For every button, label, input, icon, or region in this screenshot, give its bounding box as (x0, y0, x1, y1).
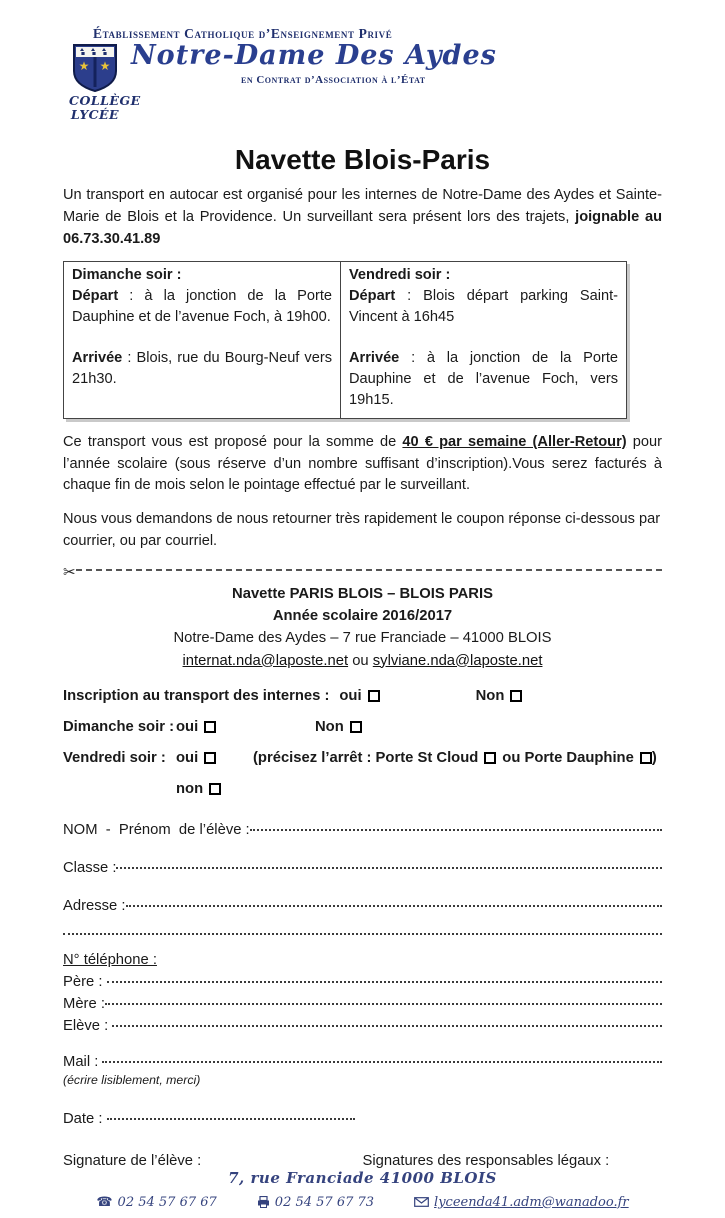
friday-arrivee-text: : à la jonction de la Porte Dauphine et de l’avenue Foch, vers 19h15. (349, 350, 618, 409)
coupon-address: Notre-Dame des Aydes – 7 rue Franciade – 41000 BLOIS (173, 630, 552, 647)
coupon-title: Navette PARIS BLOIS – BLOIS PARIS (232, 586, 493, 603)
option-sunday-row (63, 719, 662, 735)
friday-oui-label: oui (176, 749, 199, 766)
scissors-icon: ✂ (63, 564, 76, 582)
friday-precision-middle: ou Porte Dauphine (502, 749, 634, 766)
sunday-arrivee-text: : Blois, rue du Bourg-Neuf vers 21h30. (72, 350, 332, 388)
mail-icon (414, 1197, 429, 1207)
friday-heading: Vendredi soir : (349, 266, 451, 283)
guardians-signature-label: Signatures des responsables légaux : (362, 1152, 610, 1169)
phone-icon: ☎ (96, 1194, 113, 1210)
footer-fax-item (257, 1195, 374, 1210)
coupon-header (63, 583, 662, 672)
friday-precision-close: ) (651, 749, 657, 766)
inscription-non-label: Non (475, 687, 505, 704)
name-field-row (63, 822, 662, 838)
price-paragraph (63, 432, 662, 498)
dashed-rule (76, 569, 662, 571)
establishment-type: Établissement Catholique d’Enseignement Privé (93, 26, 393, 41)
sunday-oui-checkbox[interactable] (204, 721, 216, 733)
friday-st-cloud-checkbox[interactable] (484, 752, 496, 764)
phone-section-heading: N° téléphone : (63, 951, 157, 968)
address-label: Adresse : (63, 897, 126, 914)
student-signature-label: Signature de l’élève : (63, 1152, 202, 1169)
address-input-line[interactable] (126, 905, 662, 907)
footer-contacts (63, 1195, 662, 1210)
friday-depart-text: : Blois départ parking Saint-Vincent à 16h45 (349, 287, 618, 325)
fax-icon (257, 1196, 270, 1208)
intro-text: Un transport en autocar est organisé pour les internes de Notre-Dame des Aydes et Sainte-Marie de Blois et la Providence. Un surveillant sera présent lors des trajets, (63, 187, 662, 225)
intro-paragraph (63, 185, 662, 251)
cut-line (63, 563, 662, 581)
class-input-line[interactable] (116, 867, 662, 869)
college-label: COLLÈGE (69, 93, 141, 108)
lycee-label: LYCÉE (70, 107, 120, 123)
options-section (63, 688, 662, 797)
form-fields (63, 797, 662, 1169)
friday-non-label: non (176, 780, 204, 797)
intro-phone-bold: joignable au 06.73.30.41.89 (63, 208, 662, 247)
footer (63, 1169, 662, 1218)
mail-input-line[interactable] (102, 1061, 662, 1063)
date-field-row (63, 1111, 662, 1127)
sunday-arrivee-label: Arrivée (72, 350, 123, 367)
return-paragraph: Nous vous demandons de nous retourner très rapidement le coupon réponse ci-dessous par courrier, ou par courriel. (63, 511, 661, 550)
mail-label: Mail : (63, 1053, 103, 1070)
sunday-depart-label: Départ (72, 287, 119, 304)
mother-phone-input-line[interactable] (105, 1003, 662, 1005)
father-phone-row (63, 974, 662, 990)
option-inscription-row (63, 688, 662, 704)
school-name: Notre-Dame Des Aydes (131, 40, 497, 71)
footer-email-link[interactable]: lyceenda41.adm@wanadoo.fr (434, 1194, 629, 1210)
inscription-label: Inscription au transport des internes : (63, 687, 330, 704)
sunday-oui-label: oui (176, 718, 199, 735)
mail-note: (écrire lisiblement, merci) (63, 1072, 201, 1087)
date-label: Date : (63, 1110, 107, 1127)
school-crest-icon (72, 44, 118, 92)
option-friday-non-row (63, 781, 662, 797)
friday-dauphine-checkbox[interactable] (640, 752, 652, 764)
email-link-sylviane[interactable]: sylviane.nda@laposte.net (372, 652, 543, 669)
option-friday-row (63, 750, 662, 766)
friday-arrivee-label: Arrivée (349, 350, 400, 367)
letterhead (63, 26, 662, 138)
coupon-subtitle: Année scolaire 2016/2017 (272, 608, 453, 625)
address-field-row-2 (63, 936, 662, 938)
svg-text:★: ★ (78, 59, 90, 73)
address-input-line-2[interactable] (63, 933, 662, 935)
price-text-2: pour l’année scolaire (sous réserve d’un nombre suffisant d’inscription).Vous serez facturés à chaque fin de mois selon le pointage effectué par le surveillant. (63, 433, 662, 494)
schedule-table (63, 261, 627, 419)
price-highlight: 40 € par semaine (Aller-Retour) (402, 433, 627, 450)
friday-cell (341, 261, 627, 418)
sunday-non-label: Non (315, 718, 344, 735)
association-contract-line: en Contrat d’Association à l’État (241, 74, 426, 86)
footer-address: 7, rue Franciade 41000 BLOIS (228, 1168, 497, 1187)
mother-phone-row (63, 996, 662, 1012)
friday-depart-label: Départ (349, 287, 396, 304)
footer-email-item (414, 1195, 629, 1210)
class-label: Classe : (63, 859, 117, 876)
date-input-line[interactable] (107, 1118, 355, 1120)
father-phone-input-line[interactable] (107, 981, 662, 983)
class-field-row (63, 860, 662, 876)
footer-phone-number: 02 54 57 67 67 (117, 1194, 217, 1210)
student-phone-input-line[interactable] (112, 1025, 662, 1027)
coupon-emails (63, 650, 662, 672)
student-phone-row (63, 1018, 662, 1034)
mother-label: Mère : (63, 995, 105, 1012)
sunday-non-checkbox[interactable] (350, 721, 362, 733)
footer-fax-number: 02 54 57 67 73 (274, 1194, 375, 1210)
mail-field-row (63, 1054, 662, 1070)
address-field-row (63, 898, 662, 914)
friday-non-checkbox[interactable] (209, 783, 221, 795)
email-link-internat[interactable]: internat.nda@laposte.net (182, 652, 349, 669)
inscription-oui-checkbox[interactable] (368, 690, 380, 702)
sunday-depart-text: : à la jonction de la Porte Dauphine et de l’avenue Foch, à 19h00. (72, 287, 332, 325)
sunday-cell (64, 261, 341, 418)
svg-text:★: ★ (99, 59, 111, 73)
friday-option-label: Vendredi soir : (63, 749, 166, 766)
student-label: Elève : (63, 1017, 113, 1034)
page-title: Navette Blois-Paris (234, 144, 491, 175)
friday-precision-text: (précisez l’arrêt : Porte St Cloud (253, 749, 479, 766)
signature-row (63, 1153, 662, 1169)
footer-phone-item (96, 1195, 216, 1210)
inscription-oui-label: oui (339, 687, 362, 704)
father-label: Père : (63, 973, 107, 990)
inscription-non-checkbox[interactable] (510, 690, 522, 702)
email-separator: ou (348, 652, 373, 669)
name-input-line[interactable] (250, 829, 662, 831)
name-label: NOM - Prénom de l’élève : (63, 821, 250, 838)
friday-oui-checkbox[interactable] (204, 752, 216, 764)
sunday-heading: Dimanche soir : (72, 266, 182, 283)
sunday-option-label: Dimanche soir : (63, 718, 175, 735)
price-text-1: Ce transport vous est proposé pour la somme de (63, 433, 403, 450)
